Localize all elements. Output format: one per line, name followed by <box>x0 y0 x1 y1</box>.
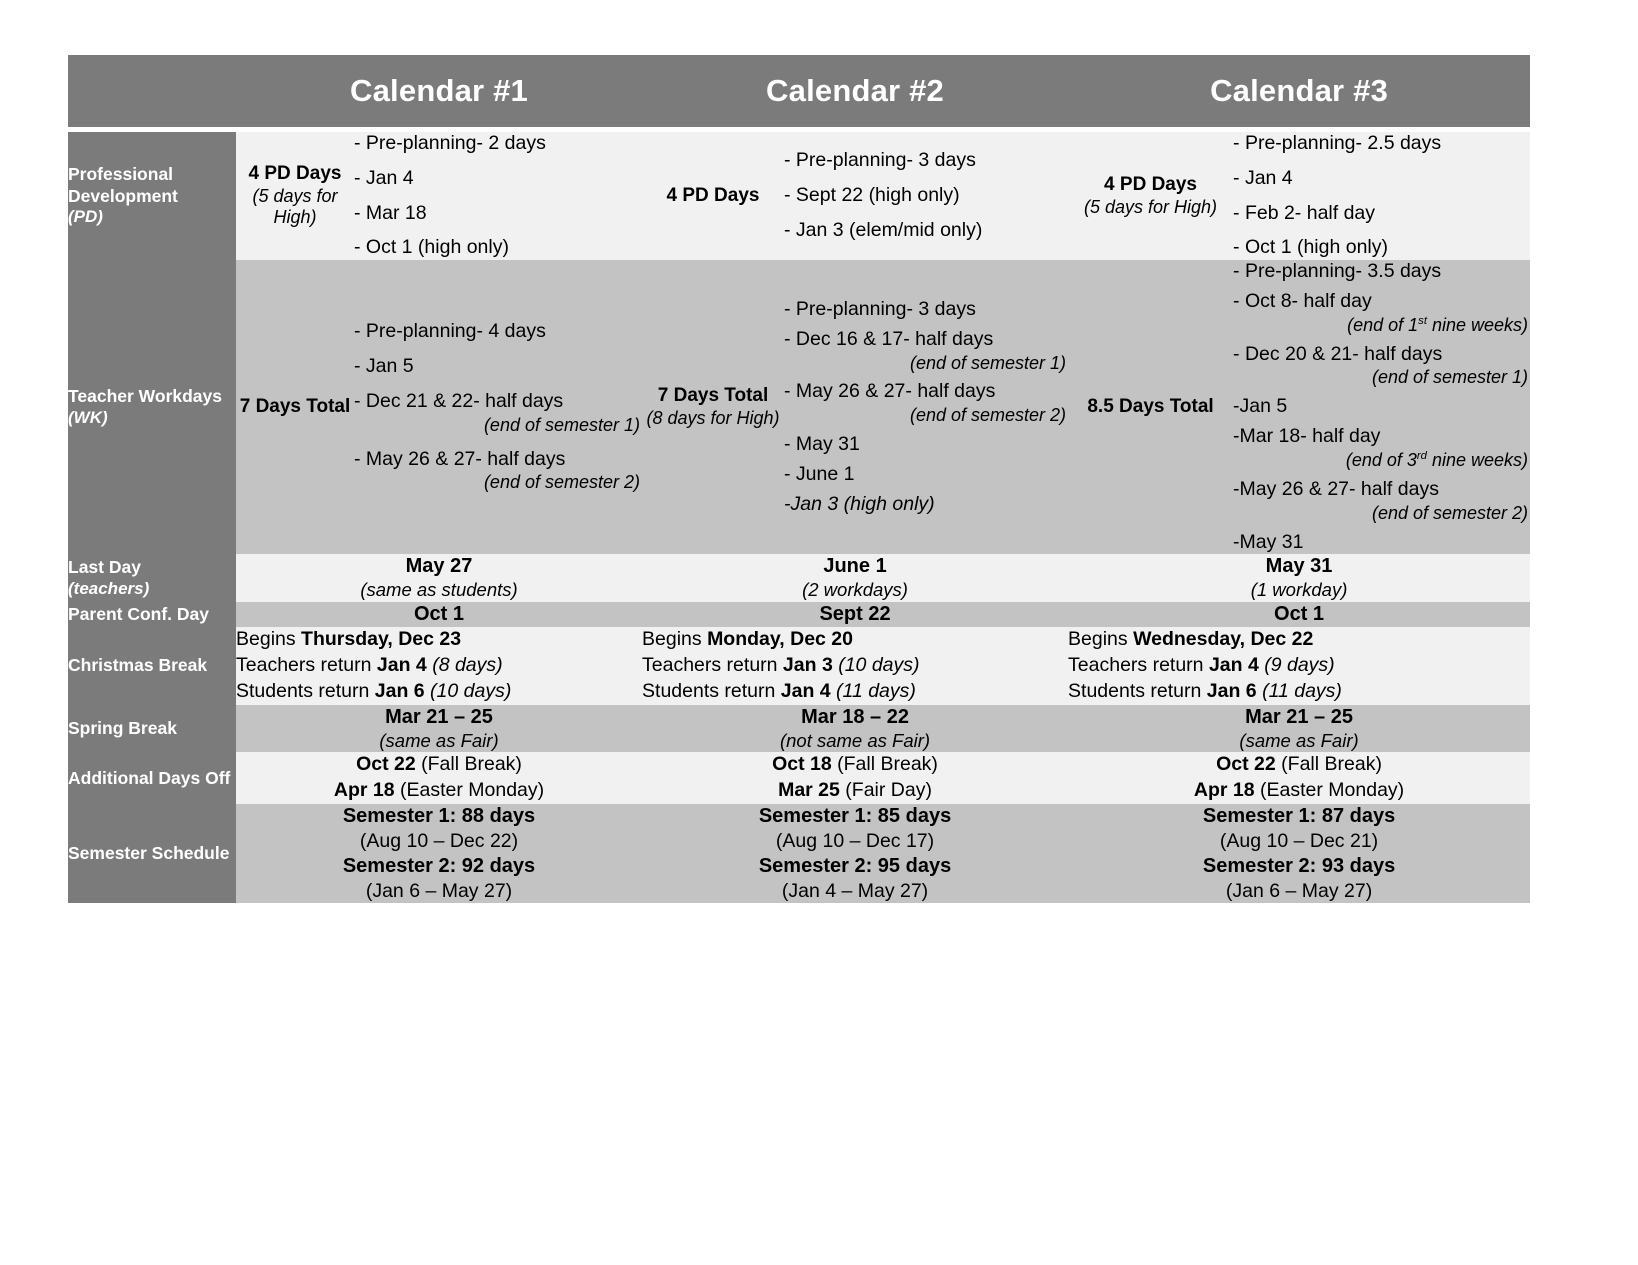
additional-cal1-entry <box>236 752 642 778</box>
christmas-cal3-teachers-value: Jan 4 <box>1208 653 1259 676</box>
wk-cal3-item <box>1233 290 1530 337</box>
additional-cal1-entry <box>236 778 642 804</box>
row-christmas-break <box>68 627 1530 705</box>
additional-cal1-entry-label: (Easter Monday) <box>394 779 545 802</box>
wk-cal2-item <box>784 433 1068 457</box>
pd-cal1-item: - Mar 18 <box>354 201 427 224</box>
pd-cal2-item: - Pre-planning- 3 days <box>784 149 976 172</box>
pd-cal1-item: - Pre-planning- 2 days <box>354 132 546 154</box>
header-calendar-2: Calendar #2 <box>642 55 1068 127</box>
row-label-text: Teacher Workdays <box>68 386 223 407</box>
christmas-cal2-begins-value: Monday, Dec 20 <box>707 627 853 650</box>
lastday-cal3 <box>1068 554 1530 602</box>
wk-cal2-item <box>784 298 1068 322</box>
wk-cal3-item-text: - Dec 20 & 21- half days <box>1233 342 1443 365</box>
spring-cal3 <box>1068 705 1530 753</box>
wk-cal1-item-paren: (end of semester 1) <box>483 414 641 435</box>
additional-cal2-entry-date: Oct 18 <box>772 753 832 776</box>
spring-cal1-note: (same as Fair) <box>379 729 499 751</box>
semester-cal2-s2-range: (Jan 4 – May 27) <box>781 879 929 902</box>
row-label-text: Parent Conf. Day <box>68 603 209 624</box>
spring-cal2-note: (not same as Fair) <box>779 729 931 751</box>
christmas-cal1-students-value: Jan 6 <box>374 679 425 702</box>
pd-cal2-details <box>784 132 1068 260</box>
row-label-last-day <box>68 554 236 602</box>
spring-cal1 <box>236 705 642 753</box>
pd-cal1-details <box>354 132 642 260</box>
pd-cal2-item: - Sept 22 (high only) <box>784 184 960 207</box>
christmas-cal1-students-note: (10 days) <box>424 679 512 702</box>
semester-cal3-s2: Semester 2: 93 days <box>1202 854 1396 877</box>
wk-cal3-item-paren: (end of semester 2) <box>1371 502 1529 523</box>
row-label-christmas-break <box>68 627 236 705</box>
wk-cal1-item <box>354 355 642 379</box>
christmas-cal3-teachers-note: (9 days) <box>1258 653 1335 676</box>
wk-cal3-item <box>1233 425 1530 472</box>
wk-cal1-item <box>354 390 642 437</box>
wk-cal2-item-text: - Pre-planning- 3 days <box>784 297 976 320</box>
christmas-cal1-students <box>236 679 642 705</box>
row-semester-schedule <box>68 804 1530 904</box>
parentconf-cal3: Oct 1 <box>1068 602 1530 627</box>
row-label-text: Christmas Break <box>68 655 208 676</box>
pd-cal1-summary-note: (5 days for High) <box>252 186 338 228</box>
semester-cal1 <box>236 804 642 904</box>
pd-cal3-item: - Pre-planning- 2.5 days <box>1233 132 1442 154</box>
wk-cal3-item <box>1233 478 1530 525</box>
christmas-cal3-students-prefix: Students return <box>1068 679 1207 702</box>
christmas-cal2-teachers-note: (10 days) <box>832 653 920 676</box>
christmas-cal1-teachers-value: Jan 4 <box>376 653 427 676</box>
lastday-cal2-note: (2 workdays) <box>802 579 908 601</box>
row-last-day <box>68 554 1530 602</box>
christmas-cal2 <box>642 627 1068 705</box>
wk-cal3-item-text: - Pre-planning- 3.5 days <box>1233 260 1442 283</box>
wk-cal2-item-text: -Jan 3 (high only) <box>784 492 935 515</box>
row-label-sub: (teachers) <box>68 578 150 598</box>
christmas-cal2-students-note: (11 days) <box>830 679 916 702</box>
lastday-cal1-value: May 27 <box>405 555 473 578</box>
additional-cal3-entry-label: (Easter Monday) <box>1254 779 1405 802</box>
wk-cal3-item-text: - Oct 8- half day <box>1233 289 1372 312</box>
pd-cal1-summary-value: 4 PD Days <box>248 163 342 185</box>
christmas-cal2-students-value: Jan 4 <box>780 679 831 702</box>
row-label-text: Professional Development <box>68 164 178 206</box>
semester-cal1-s1: Semester 1: 88 days <box>342 804 536 827</box>
additional-cal1 <box>236 752 642 803</box>
christmas-cal1-begins <box>236 627 642 653</box>
christmas-cal3-teachers <box>1068 653 1530 679</box>
pd-cal2-summary <box>642 132 784 260</box>
wk-cal3-summary <box>1068 260 1233 554</box>
additional-cal2-entry-date: Mar 25 <box>778 779 840 802</box>
pd-cal2-item: - Jan 3 (elem/mid only) <box>784 218 983 241</box>
christmas-cal2-teachers-value: Jan 3 <box>782 653 833 676</box>
spring-cal2-value: Mar 18 – 22 <box>801 705 909 728</box>
wk-cal3-details <box>1233 260 1530 554</box>
wk-cal3-item <box>1233 343 1530 390</box>
christmas-cal3-begins-prefix: Begins <box>1068 627 1134 650</box>
christmas-cal2-teachers <box>642 653 1068 679</box>
semester-cal3-s1: Semester 1: 87 days <box>1202 804 1396 827</box>
christmas-cal3-students-note: (11 days) <box>1256 679 1342 702</box>
header-calendar-3: Calendar #3 <box>1068 55 1530 127</box>
wk-cal1-details <box>354 260 642 554</box>
wk-cal2-item-text: - May 26 & 27- half days <box>784 380 996 403</box>
christmas-cal3-begins <box>1068 627 1530 653</box>
semester-cal2-s1-range: (Aug 10 – Dec 17) <box>775 830 935 853</box>
christmas-cal2-students-prefix: Students return <box>642 679 781 702</box>
semester-cal2-s2: Semester 2: 95 days <box>758 854 952 877</box>
christmas-cal3-students <box>1068 679 1530 705</box>
christmas-cal3-teachers-prefix: Teachers return <box>1068 653 1209 676</box>
row-additional-days-off <box>68 752 1530 803</box>
wk-cal2-item-paren: (end of semester 1) <box>909 352 1067 373</box>
wk-cal1-item-text: - Pre-planning- 4 days <box>354 320 546 343</box>
row-label-teacher-workdays <box>68 260 236 554</box>
pd-cal3-item: - Jan 4 <box>1233 166 1293 189</box>
christmas-cal1-teachers <box>236 653 642 679</box>
pd-cal3-summary-value: 4 PD Days <box>1104 174 1197 196</box>
christmas-cal2-teachers-prefix: Teachers return <box>642 653 783 676</box>
christmas-cal3 <box>1068 627 1530 705</box>
wk-cal2-details <box>784 260 1068 554</box>
pd-cal1-item: - Jan 4 <box>354 166 414 189</box>
christmas-cal2-begins <box>642 627 1068 653</box>
wk-cal3-item <box>1233 531 1530 555</box>
wk-cal3-item <box>1233 395 1530 419</box>
row-label-professional-development <box>68 132 236 260</box>
semester-cal3-s1-range: (Aug 10 – Dec 21) <box>1219 830 1379 853</box>
pd-cal2-summary-value: 4 PD Days <box>666 184 760 206</box>
semester-cal1-s2: Semester 2: 92 days <box>342 854 536 877</box>
semester-cal2 <box>642 804 1068 904</box>
pd-cal1-summary <box>236 132 354 260</box>
pd-cal3-item: - Feb 2- half day <box>1233 201 1376 224</box>
pd-cal3-details <box>1233 132 1530 260</box>
additional-cal2-entry-label: (Fall Break) <box>831 753 938 776</box>
additional-cal3 <box>1068 752 1530 803</box>
parentconf-cal1: Oct 1 <box>236 602 642 627</box>
wk-cal2-summary-value: 7 Days Total <box>657 385 769 407</box>
additional-cal2-entry <box>642 778 1068 804</box>
christmas-cal1-students-prefix: Students return <box>236 679 375 702</box>
additional-cal2 <box>642 752 1068 803</box>
additional-cal2-entry <box>642 752 1068 778</box>
additional-cal2-entry-label: (Fair Day) <box>839 779 932 802</box>
row-spring-break <box>68 705 1530 753</box>
row-professional-development <box>68 132 1530 260</box>
wk-cal1-item <box>354 320 642 344</box>
wk-cal3-item-text: -May 26 & 27- half days <box>1233 477 1439 500</box>
wk-cal2-item-text: - Dec 16 & 17- half days <box>784 327 994 350</box>
spring-cal2 <box>642 705 1068 753</box>
additional-cal1-entry-date: Oct 22 <box>356 753 416 776</box>
row-label-additional-days-off <box>68 752 236 803</box>
wk-cal3-item-paren: (end of semester 1) <box>1371 367 1529 388</box>
christmas-cal1-begins-prefix: Begins <box>236 627 302 650</box>
additional-cal1-entry-date: Apr 18 <box>333 779 395 802</box>
additional-cal3-entry <box>1068 778 1530 804</box>
christmas-cal1 <box>236 627 642 705</box>
row-label-semester-schedule <box>68 804 236 904</box>
wk-cal2-item <box>784 463 1068 487</box>
wk-cal1-summary <box>236 260 354 554</box>
christmas-cal2-students <box>642 679 1068 705</box>
christmas-cal2-begins-prefix: Begins <box>642 627 708 650</box>
wk-cal2-item-paren: (end of semester 2) <box>909 405 1067 426</box>
pd-cal3-summary-note: (5 days for High) <box>1084 196 1218 217</box>
header-calendar-1: Calendar #1 <box>236 55 642 127</box>
semester-cal1-s2-range: (Jan 6 – May 27) <box>365 879 513 902</box>
christmas-cal3-students-value: Jan 6 <box>1206 679 1257 702</box>
additional-cal3-entry-date: Oct 22 <box>1216 753 1276 776</box>
wk-cal3-item <box>1233 260 1530 284</box>
lastday-cal3-note: (1 workday) <box>1250 579 1348 601</box>
pd-cal3-summary <box>1068 132 1233 260</box>
wk-cal1-summary-value: 7 Days Total <box>239 395 351 417</box>
calendar-comparison-table <box>68 55 1530 903</box>
row-label-text: Spring Break <box>68 717 177 738</box>
pd-cal1-item: - Oct 1 (high only) <box>354 236 509 259</box>
wk-cal2-item-text: - May 31 <box>784 433 860 456</box>
wk-cal3-summary-value: 8.5 Days Total <box>1087 395 1214 417</box>
wk-cal2-item <box>784 328 1068 375</box>
wk-cal1-item-paren: (end of semester 2) <box>483 472 641 493</box>
wk-cal3-item-text: -May 31 <box>1233 530 1304 553</box>
wk-cal1-item-text: - Jan 5 <box>354 355 414 378</box>
wk-cal3-item-paren: (end of 3rd nine weeks) <box>1345 449 1529 470</box>
row-parent-conference-day <box>68 602 1530 627</box>
row-label-text: Semester Schedule <box>68 842 230 863</box>
lastday-cal1 <box>236 554 642 602</box>
lastday-cal2 <box>642 554 1068 602</box>
semester-cal3-s2-range: (Jan 6 – May 27) <box>1225 879 1373 902</box>
header-corner-cell <box>68 55 236 127</box>
christmas-cal1-teachers-note: (8 days) <box>426 653 503 676</box>
wk-cal1-item-text: - Dec 21 & 22- half days <box>354 389 564 412</box>
wk-cal2-item <box>784 380 1068 427</box>
additional-cal3-entry-date: Apr 18 <box>1193 779 1255 802</box>
wk-cal2-item-text: - June 1 <box>784 463 855 485</box>
row-label-text: Additional Days Off <box>68 767 231 788</box>
wk-cal2-item <box>784 493 1068 517</box>
lastday-cal1-note: (same as students) <box>360 579 518 601</box>
additional-cal3-entry <box>1068 752 1530 778</box>
spring-cal3-note: (same as Fair) <box>1239 729 1359 751</box>
row-teacher-workdays <box>68 260 1530 554</box>
pd-cal3-item: - Oct 1 (high only) <box>1233 236 1389 259</box>
semester-cal3 <box>1068 804 1530 904</box>
wk-cal1-item <box>354 448 642 495</box>
wk-cal1-item-text: - May 26 & 27- half days <box>354 447 566 470</box>
row-label-sub: (PD) <box>68 207 103 227</box>
semester-cal2-s1: Semester 1: 85 days <box>758 804 952 827</box>
wk-cal2-summary-note: (8 days for High) <box>646 408 780 429</box>
wk-cal3-item-paren: (end of 1st nine weeks) <box>1347 314 1529 335</box>
wk-cal3-item-text: -Mar 18- half day <box>1233 425 1381 448</box>
row-label-spring-break <box>68 705 236 753</box>
christmas-cal3-begins-value: Wednesday, Dec 22 <box>1133 627 1314 650</box>
additional-cal1-entry-label: (Fall Break) <box>415 753 522 776</box>
row-label-parent-conference-day <box>68 602 236 627</box>
parentconf-cal2: Sept 22 <box>642 602 1068 627</box>
semester-cal1-s1-range: (Aug 10 – Dec 22) <box>359 830 519 853</box>
wk-cal3-item-text: -Jan 5 <box>1233 395 1288 418</box>
christmas-cal1-begins-value: Thursday, Dec 23 <box>301 627 462 650</box>
lastday-cal3-value: May 31 <box>1265 555 1333 578</box>
lastday-cal2-value: June 1 <box>823 555 887 578</box>
christmas-cal1-teachers-prefix: Teachers return <box>236 653 377 676</box>
wk-cal2-summary <box>642 260 784 554</box>
row-label-text: Last Day <box>68 557 141 578</box>
additional-cal3-entry-label: (Fall Break) <box>1275 753 1382 776</box>
spring-cal3-value: Mar 21 – 25 <box>1245 705 1353 728</box>
spring-cal1-value: Mar 21 – 25 <box>385 705 493 728</box>
row-label-sub: (WK) <box>68 407 108 427</box>
table-header-row <box>68 55 1530 127</box>
